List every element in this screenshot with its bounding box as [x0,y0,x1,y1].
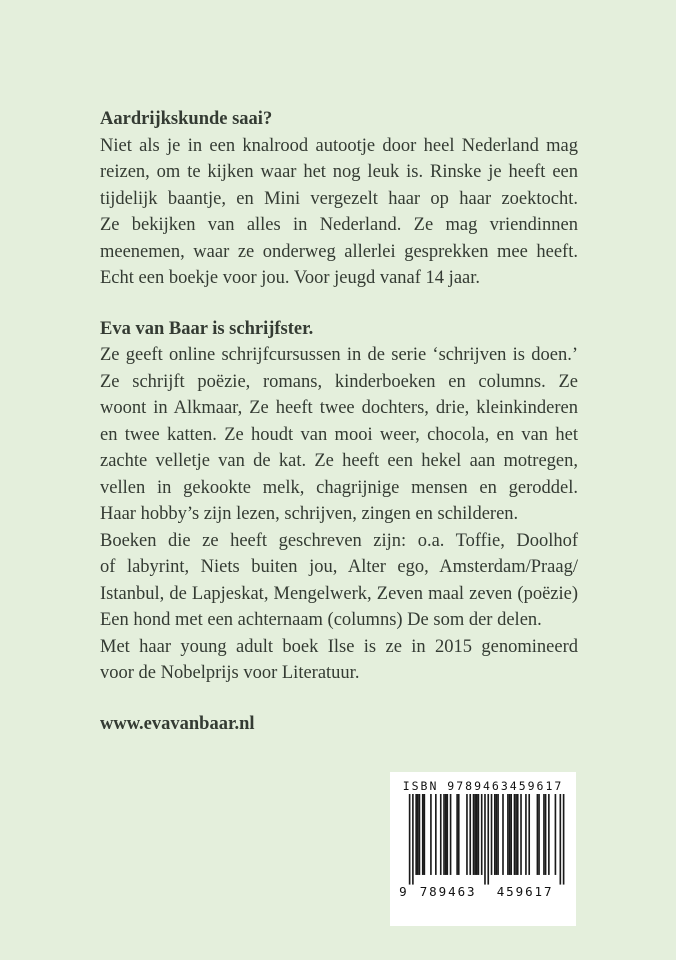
text-line: Met haar young adult boek Ilse is ze in 2015 genomineerd [100,636,578,657]
isbn-label: ISBN 9789463459617 [402,779,564,793]
website-url: www.evavanbaar.nl [100,713,255,734]
text-line: of labyrint, Niets buiten jou, Alter ego, Amsterdam/Praag/ [100,557,578,577]
text-line: meenemen, waar ze onderweg allerlei gesprekken mee heeft. [100,241,578,262]
text-line: Ze bekijken van alles in Nederland. Ze mag vriendinnen [100,215,578,235]
text-line: vellen in gekookte melk, chagrijnige mensen en geroddel. [100,477,578,498]
barcode-panel [390,772,576,926]
paragraph-blurb [100,133,578,292]
text-line: Een hond met een achternaam (columns) De som der delen. [100,610,542,630]
ean13-barcode-icon [397,794,569,900]
paragraph-author-bio [100,342,578,687]
text-line: zachte velletje van de kat. Ze heeft een hekel aan motregen, [100,451,578,471]
text-line: voor de Nobelprijs voor Literatuur. [100,663,360,683]
heading-aardrijkskunde: Aardrijkskunde saai? [100,109,273,129]
text-line: Ze schrijft poëzie, romans, kinderboeken en columns. Ze [100,371,578,392]
heading-author: Eva van Baar is schrijfster. [100,318,314,339]
text-line: woont in Alkmaar, Ze heeft twee dochters, drie, kleinkinderen [100,398,578,418]
text-line: Echt een boekje voor jou. Voor jeugd vanaf 14 jaar. [100,268,480,288]
text-line: en twee katten. Ze houdt van mooi weer, chocola, en van het [100,424,578,445]
text-line: reizen, om te kijken waar het nog leuk is. Rinske je heeft een [100,162,578,182]
svg-text:9: 9 [399,884,409,900]
text-line: Istanbul, de Lapjeskat, Mengelwerk, Zeven maal zeven (poëzie) [100,583,578,604]
svg-text:459617: 459617 [496,884,554,900]
text-line: Boeken die ze heeft geschreven zijn: o.a. Toffie, Doolhof [100,530,578,551]
svg-text:789463: 789463 [419,884,477,900]
text-line: Ze geeft online schrijfcursussen in de serie ‘schrijven is doen.’ [100,345,578,365]
text-line: Haar hobby’s zijn lezen, schrijven, zingen en schilderen. [100,504,519,524]
body-text [100,106,578,737]
text-line: tijdelijk baantje, en Mini vergezelt haar op haar zoektocht. [100,188,578,209]
text-line: Niet als je in een knalrood autootje door heel Nederland mag [100,135,578,156]
